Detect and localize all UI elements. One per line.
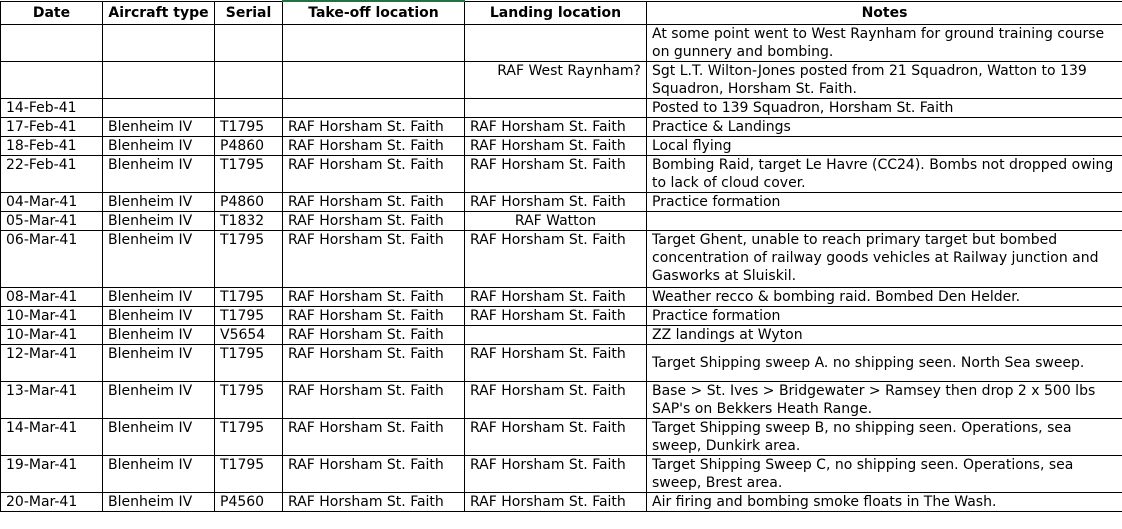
table-row [1,193,1122,212]
date-cell[interactable]: 20-Mar-41 [1,493,103,512]
aircraft-cell[interactable]: Blenheim IV [103,156,215,193]
column-header-notes[interactable]: Notes [647,1,1122,25]
date-cell[interactable] [1,25,103,62]
serial-cell[interactable]: V5654 [215,326,283,345]
table-row [1,326,1122,345]
serial-cell[interactable]: T1795 [215,345,283,382]
table-row [1,231,1122,288]
serial-cell[interactable] [215,62,283,99]
date-cell[interactable] [1,62,103,99]
takeoff-cell[interactable]: RAF Horsham St. Faith [283,345,465,382]
table-row [1,137,1122,156]
notes-cell[interactable]: Sgt L.T. Wilton-Jones posted from 21 Squadron, Watton to 139 Squadron, Horsham St. Faith. [647,62,1122,99]
aircraft-cell[interactable]: Blenheim IV [103,137,215,156]
serial-cell[interactable]: P4860 [215,137,283,156]
serial-cell[interactable]: T1832 [215,212,283,231]
aircraft-cell[interactable]: Blenheim IV [103,493,215,512]
takeoff-cell[interactable]: RAF Horsham St. Faith [283,456,465,493]
table-row [1,62,1122,99]
landing-cell[interactable]: RAF West Raynham? [465,62,647,99]
serial-cell[interactable] [215,25,283,62]
date-cell[interactable]: 05-Mar-41 [1,212,103,231]
takeoff-cell[interactable]: RAF Horsham St. Faith [283,493,465,512]
notes-cell[interactable]: At some point went to West Raynham for ground training course on gunnery and bombing. [647,25,1122,62]
landing-cell[interactable]: RAF Horsham St. Faith [465,156,647,193]
notes-cell[interactable]: Target Ghent, unable to reach primary target but bombed concentration of railway goods vehicles at Railway junction and Gasworks at Sluiskil. [647,231,1122,288]
takeoff-cell[interactable]: RAF Horsham St. Faith [283,288,465,307]
date-cell[interactable]: 06-Mar-41 [1,231,103,288]
landing-cell[interactable]: RAF Horsham St. Faith [465,345,647,382]
serial-cell[interactable]: T1795 [215,382,283,419]
landing-cell[interactable]: RAF Horsham St. Faith [465,288,647,307]
serial-cell[interactable]: T1795 [215,231,283,288]
serial-cell[interactable]: T1795 [215,456,283,493]
serial-cell[interactable]: T1795 [215,156,283,193]
notes-cell[interactable]: Air firing and bombing smoke floats in The Wash. [647,493,1122,512]
landing-cell[interactable]: RAF Horsham St. Faith [465,137,647,156]
date-cell[interactable]: 14-Mar-41 [1,419,103,456]
landing-cell[interactable]: RAF Horsham St. Faith [465,419,647,456]
takeoff-cell[interactable]: RAF Horsham St. Faith [283,382,465,419]
aircraft-cell[interactable]: Blenheim IV [103,118,215,137]
notes-cell[interactable]: Practice & Landings [647,118,1122,137]
serial-cell[interactable]: T1795 [215,307,283,326]
notes-cell[interactable]: Posted to 139 Squadron, Horsham St. Faith [647,99,1122,118]
takeoff-cell[interactable]: RAF Horsham St. Faith [283,193,465,212]
takeoff-cell[interactable]: RAF Horsham St. Faith [283,419,465,456]
notes-cell[interactable]: Base > St. Ives > Bridgewater > Ramsey then drop 2 x 500 lbs SAP's on Bekkers Heath Range. [647,382,1122,419]
notes-cell[interactable]: Target Shipping sweep A. no shipping seen. North Sea sweep. [647,345,1122,382]
header-row [1,1,1122,25]
takeoff-cell[interactable] [283,25,465,62]
takeoff-cell[interactable]: RAF Horsham St. Faith [283,326,465,345]
takeoff-cell[interactable]: RAF Horsham St. Faith [283,231,465,288]
takeoff-cell[interactable]: RAF Horsham St. Faith [283,118,465,137]
serial-cell[interactable]: P4560 [215,493,283,512]
aircraft-cell[interactable]: Blenheim IV [103,456,215,493]
serial-cell[interactable]: P4860 [215,193,283,212]
date-cell[interactable]: 19-Mar-41 [1,456,103,493]
table-row [1,288,1122,307]
notes-cell[interactable] [647,212,1122,231]
landing-cell[interactable]: RAF Horsham St. Faith [465,231,647,288]
table-row [1,25,1122,62]
column-header-date[interactable]: Date [1,1,103,25]
takeoff-cell[interactable] [283,99,465,118]
column-header-aircraft-type[interactable]: Aircraft type [103,1,215,25]
aircraft-cell[interactable]: Blenheim IV [103,231,215,288]
takeoff-cell[interactable]: RAF Horsham St. Faith [283,156,465,193]
landing-cell[interactable] [465,326,647,345]
takeoff-cell[interactable]: RAF Horsham St. Faith [283,307,465,326]
landing-cell[interactable]: RAF Horsham St. Faith [465,456,647,493]
column-header-takeoff-location[interactable]: Take-off location [283,1,465,25]
aircraft-cell[interactable] [103,62,215,99]
table-row [1,456,1122,493]
table-row [1,99,1122,118]
table-row [1,118,1122,137]
landing-cell[interactable]: RAF Horsham St. Faith [465,193,647,212]
serial-cell[interactable]: T1795 [215,118,283,137]
landing-cell[interactable] [465,99,647,118]
date-cell[interactable]: 10-Mar-41 [1,307,103,326]
notes-cell[interactable]: Target Shipping sweep B, no shipping seen. Operations, sea sweep, Dunkirk area. [647,419,1122,456]
serial-cell[interactable] [215,99,283,118]
aircraft-cell[interactable]: Blenheim IV [103,326,215,345]
takeoff-cell[interactable]: RAF Horsham St. Faith [283,137,465,156]
landing-cell[interactable] [465,25,647,62]
notes-cell[interactable]: Weather recco & bombing raid. Bombed Den Helder. [647,288,1122,307]
serial-cell[interactable]: T1795 [215,419,283,456]
column-header-serial[interactable]: Serial [215,1,283,25]
date-cell[interactable]: 12-Mar-41 [1,345,103,382]
aircraft-cell[interactable]: Blenheim IV [103,212,215,231]
table-row [1,382,1122,419]
date-cell[interactable]: 10-Mar-41 [1,326,103,345]
landing-cell[interactable]: RAF Horsham St. Faith [465,493,647,512]
notes-cell[interactable]: Target Shipping Sweep C, no shipping seen. Operations, sea sweep, Brest area. [647,456,1122,493]
date-cell[interactable]: 17-Feb-41 [1,118,103,137]
date-cell[interactable]: 13-Mar-41 [1,382,103,419]
aircraft-cell[interactable]: Blenheim IV [103,382,215,419]
table-row [1,307,1122,326]
table-row [1,419,1122,456]
aircraft-cell[interactable]: Blenheim IV [103,288,215,307]
landing-cell[interactable]: RAF Horsham St. Faith [465,118,647,137]
aircraft-cell[interactable] [103,25,215,62]
table-row [1,493,1122,512]
aircraft-cell[interactable]: Blenheim IV [103,345,215,382]
aircraft-cell[interactable] [103,99,215,118]
table-row [1,156,1122,193]
table-row [1,345,1122,382]
column-header-landing-location[interactable]: Landing location [465,1,647,25]
notes-cell[interactable]: Local flying [647,137,1122,156]
takeoff-cell[interactable]: RAF Horsham St. Faith [283,212,465,231]
landing-cell[interactable]: RAF Watton [465,212,647,231]
table-row [1,212,1122,231]
aircraft-cell[interactable]: Blenheim IV [103,307,215,326]
notes-cell[interactable]: ZZ landings at Wyton [647,326,1122,345]
landing-cell[interactable]: RAF Horsham St. Faith [465,382,647,419]
date-cell[interactable]: 22-Feb-41 [1,156,103,193]
date-cell[interactable]: 14-Feb-41 [1,99,103,118]
notes-cell[interactable]: Practice formation [647,307,1122,326]
takeoff-cell[interactable] [283,62,465,99]
date-cell[interactable]: 18-Feb-41 [1,137,103,156]
serial-cell[interactable]: T1795 [215,288,283,307]
date-cell[interactable]: 08-Mar-41 [1,288,103,307]
date-cell[interactable]: 04-Mar-41 [1,193,103,212]
notes-cell[interactable]: Practice formation [647,193,1122,212]
aircraft-cell[interactable]: Blenheim IV [103,419,215,456]
aircraft-cell[interactable]: Blenheim IV [103,193,215,212]
landing-cell[interactable]: RAF Horsham St. Faith [465,307,647,326]
notes-cell[interactable]: Bombing Raid, target Le Havre (CC24). Bombs not dropped owing to lack of cloud cover. [647,156,1122,193]
